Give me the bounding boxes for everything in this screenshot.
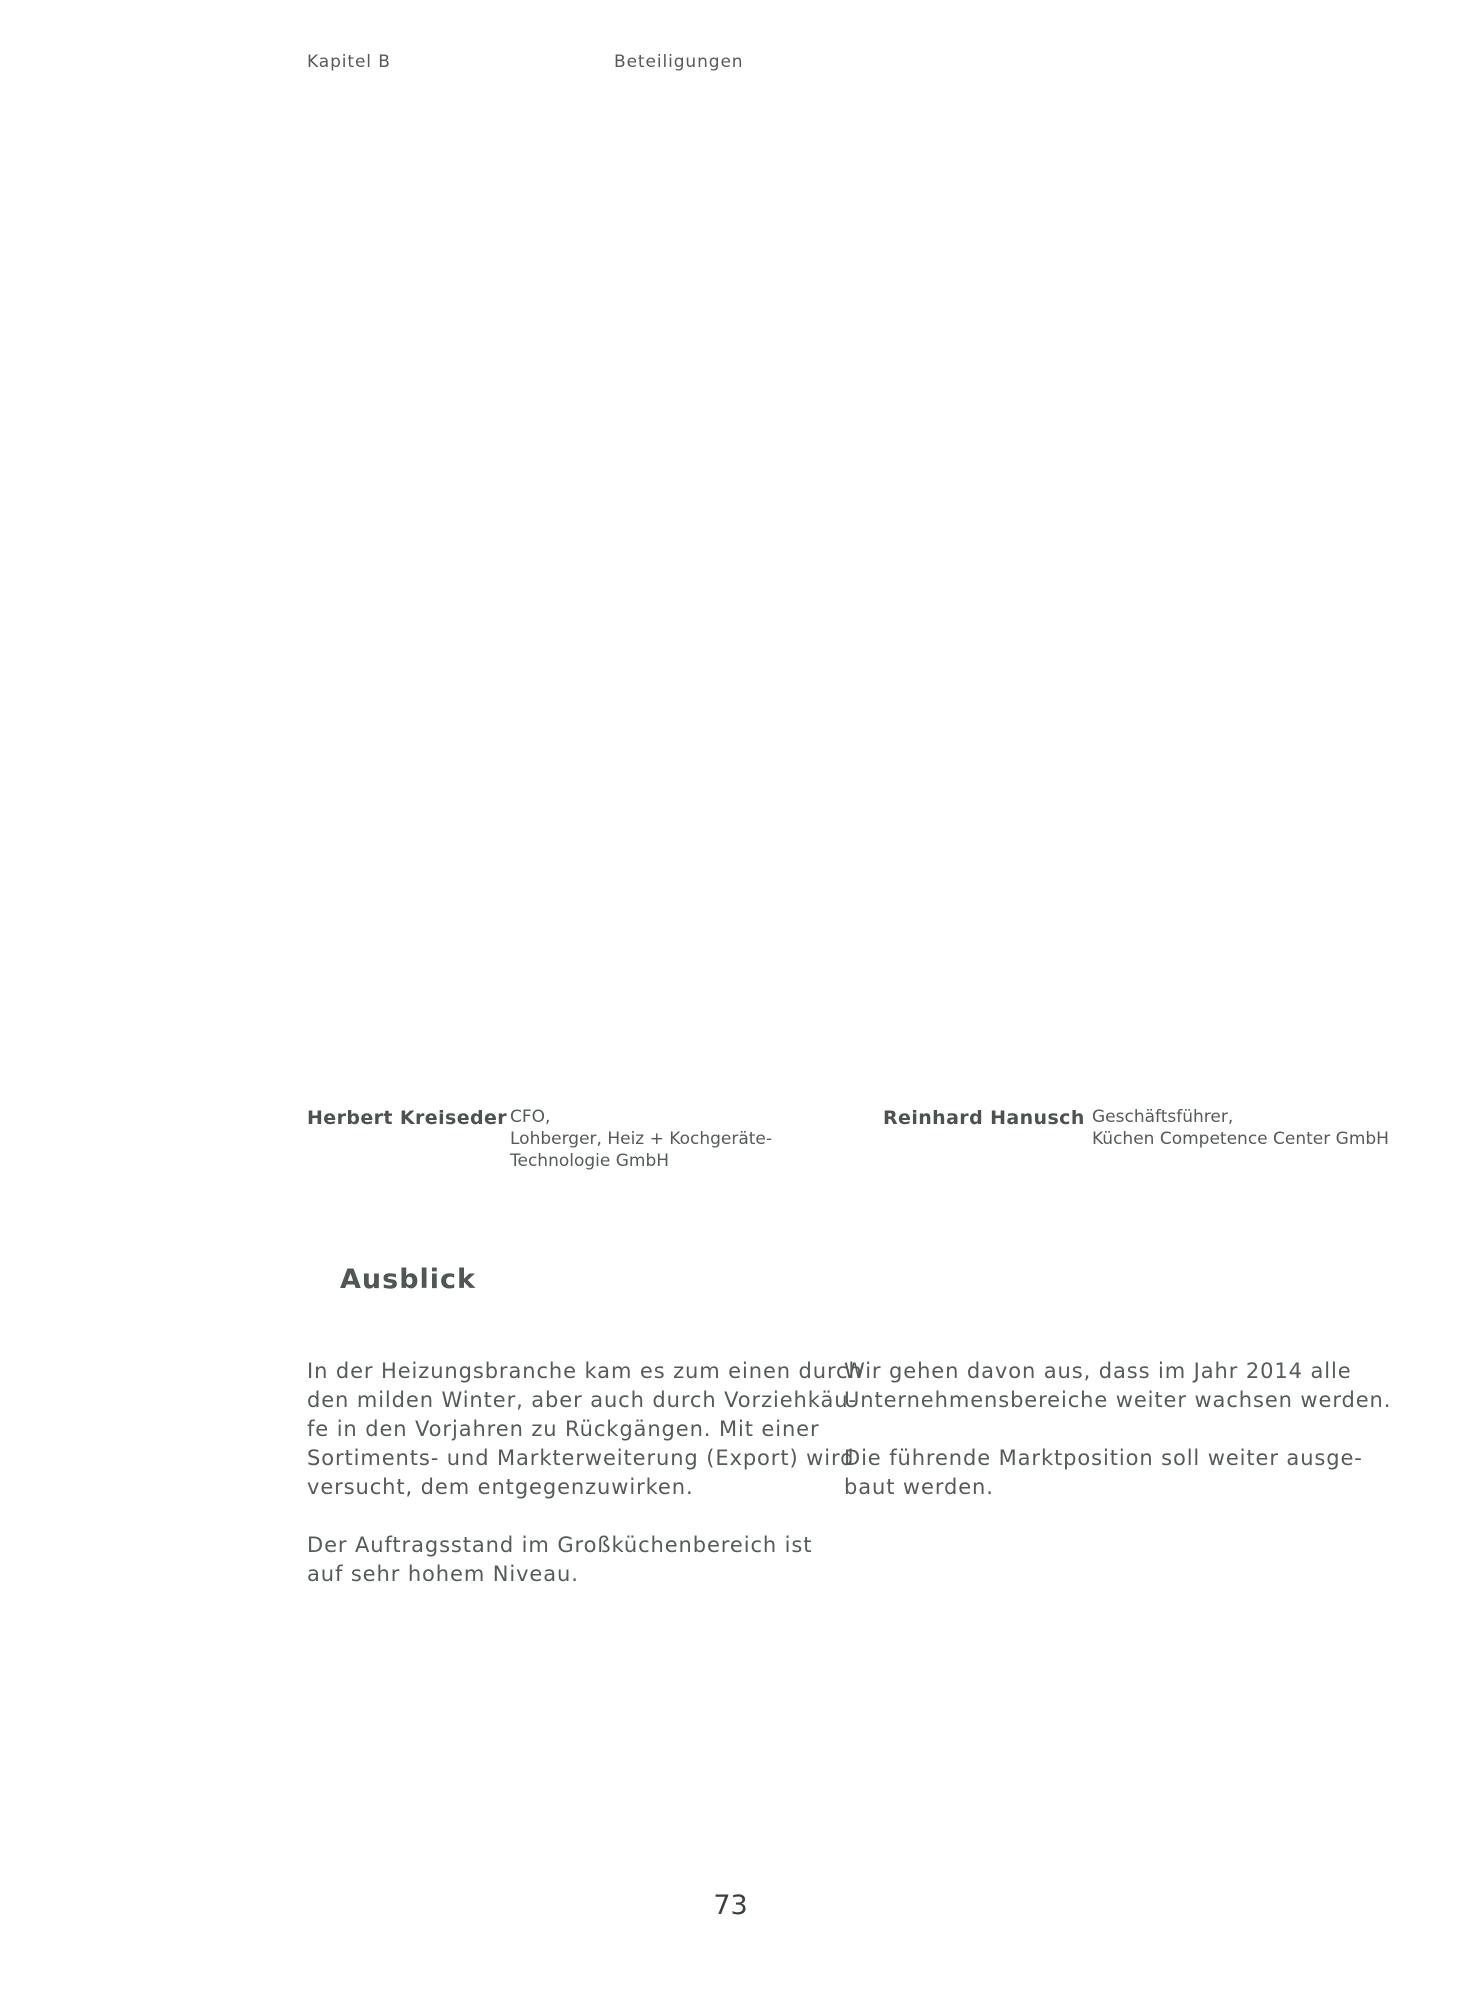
person-role [1092,1106,1389,1150]
outlook-heading: Ausblick [340,1264,476,1295]
outlook-left-column [307,1357,863,1618]
text-line: Unternehmensbereiche weiter wachsen werden. [844,1388,1392,1412]
person-role [510,1106,772,1172]
text-line: baut werden. [844,1475,994,1499]
paragraph [844,1444,1391,1502]
outlook-right-column [844,1357,1391,1531]
person-name: Herbert Kreiseder [307,1107,508,1129]
paragraph [844,1357,1391,1415]
text-line: Der Auftragsstand im Großküchenbereich ist [307,1533,813,1557]
text-line: Die führende Marktposition soll weiter ausge- [844,1446,1363,1470]
person-role-line: CFO, [510,1107,551,1127]
person-name: Reinhard Hanusch [883,1107,1085,1129]
section-label: Beteiligungen [614,52,744,72]
person-role-line: Geschäftsführer, [1092,1107,1234,1127]
text-line: Wir gehen davon aus, dass im Jahr 2014 alle [844,1359,1352,1383]
text-line: versucht, dem entgegenzuwirken. [307,1475,694,1499]
paragraph [307,1531,863,1589]
text-line: den milden Winter, aber auch durch Vorziehkäu- [307,1388,857,1412]
text-line: fe in den Vorjahren zu Rückgängen. Mit einer [307,1417,820,1441]
person-role-line: Lohberger, Heiz + Kochgeräte- [510,1129,773,1149]
person-role-line: Küchen Competence Center GmbH [1092,1129,1389,1149]
text-line: Sortiments- und Markterweiterung (Export) wird [307,1446,855,1470]
text-line: auf sehr hohem Niveau. [307,1562,579,1586]
person-role-line: Technologie GmbH [510,1151,670,1171]
text-line: In der Heizungsbranche kam es zum einen durch [307,1359,863,1383]
paragraph [307,1357,863,1502]
page-number: 73 [713,1890,748,1921]
chapter-label: Kapitel B [307,52,391,72]
